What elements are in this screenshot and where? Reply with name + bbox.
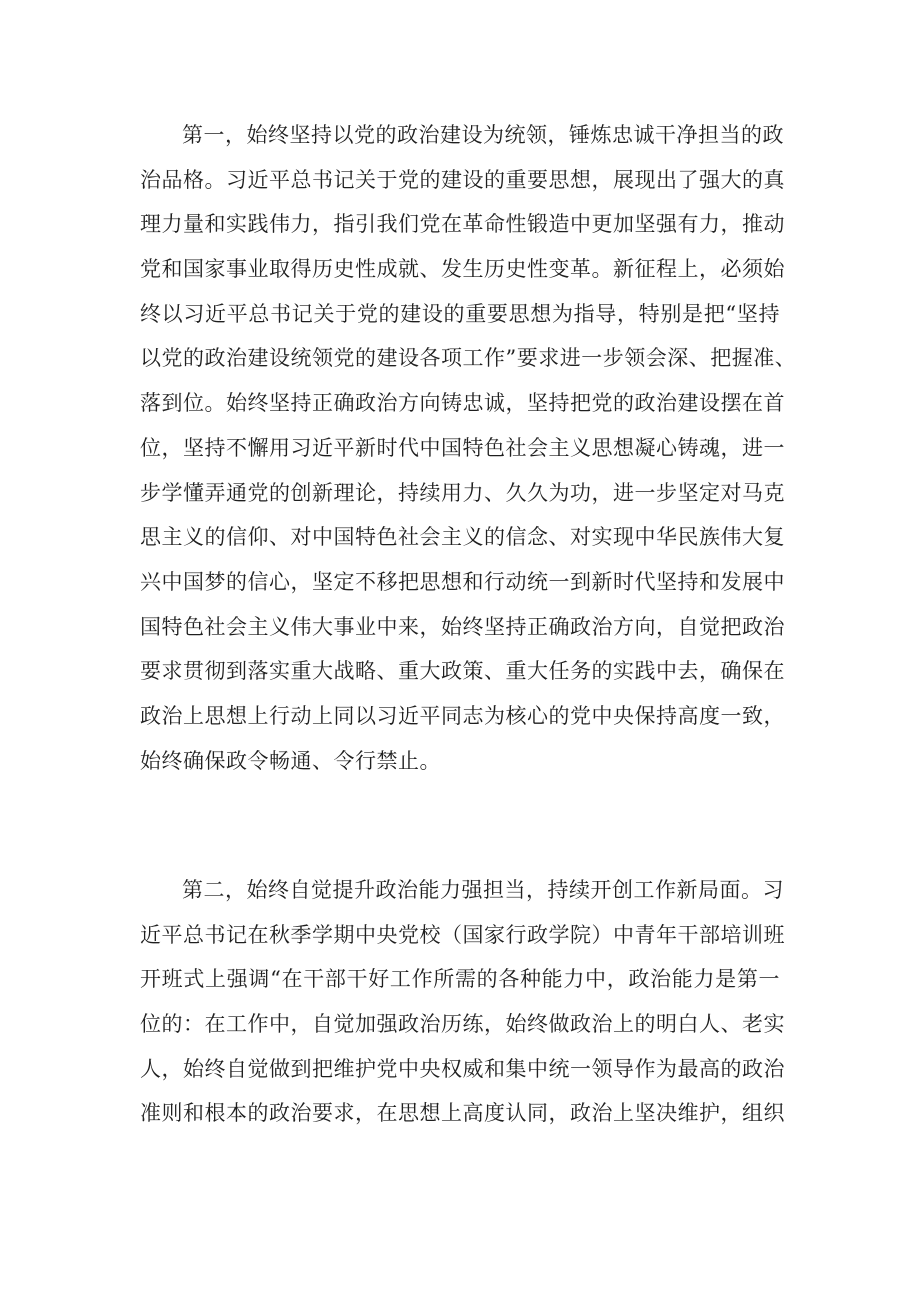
text-line: 人，始终自觉做到把维护党中央权威和集中统一领导作为最高的政治 [140,1056,785,1081]
text-line: 理力量和实践伟力，指引我们党在革命性锻造中更加坚强有力，推动 [140,212,785,237]
text-line: 始终确保政令畅通、令行禁止。 [140,748,441,773]
text-line: 落到位。始终坚持正确政治方向铸忠诚，坚持把党的政治建设摆在首 [140,391,785,416]
paragraph-first [140,113,797,783]
text-line: 位的：在工作中，自觉加强政治历练，始终做政治上的明白人、老实 [140,1012,785,1037]
text-line: 党和国家事业取得历史性成就、发生历史性变革。新征程上，必须始 [140,257,785,282]
text-line: 第一，始终坚持以党的政治建设为统领，锤炼忠诚干净担当的政 [182,123,784,147]
text-line: 要求贯彻到落实重大战略、重大政策、重大任务的实践中去，确保在 [140,659,785,684]
text-line: 第二，始终自觉提升政治能力强担当，持续开创工作新局面。习 [182,878,784,902]
text-line: 治品格。习近平总书记关于党的建设的重要思想，展现出了强大的真 [140,167,785,192]
text-line: 近平总书记在秋季学期中央党校（国家行政学院）中青年干部培训班 [140,922,785,947]
text-line: 开班式上强调“在干部干好工作所需的各种能力中，政治能力是第一 [140,967,780,992]
text-line: 位，坚持不懈用习近平新时代中国特色社会主义思想凝心铸魂，进一 [140,435,785,460]
text-line: 以党的政治建设统领党的建设各项工作”要求进一步领会深、把握准、 [140,346,797,371]
text-line: 政治上思想上行动上同以习近平同志为核心的党中央保持高度一致， [140,703,785,728]
text-line: 步学懂弄通党的创新理论，持续用力、久久为功，进一步坚定对马克 [140,480,785,505]
text-line: 思主义的信仰、对中国特色社会主义的信念、对实现中华民族伟大复 [140,525,785,550]
text-line: 兴中国梦的信心，坚定不移把思想和行动统一到新时代坚持和发展中 [140,569,785,594]
paragraph-second [140,868,785,1136]
text-line: 国特色社会主义伟大事业中来，始终坚持正确政治方向，自觉把政治 [140,614,785,639]
text-line: 终以习近平总书记关于党的建设的重要思想为指导，特别是把“坚持 [140,301,780,326]
text-line: 准则和根本的政治要求，在思想上高度认同，政治上坚决维护，组织 [140,1101,785,1126]
